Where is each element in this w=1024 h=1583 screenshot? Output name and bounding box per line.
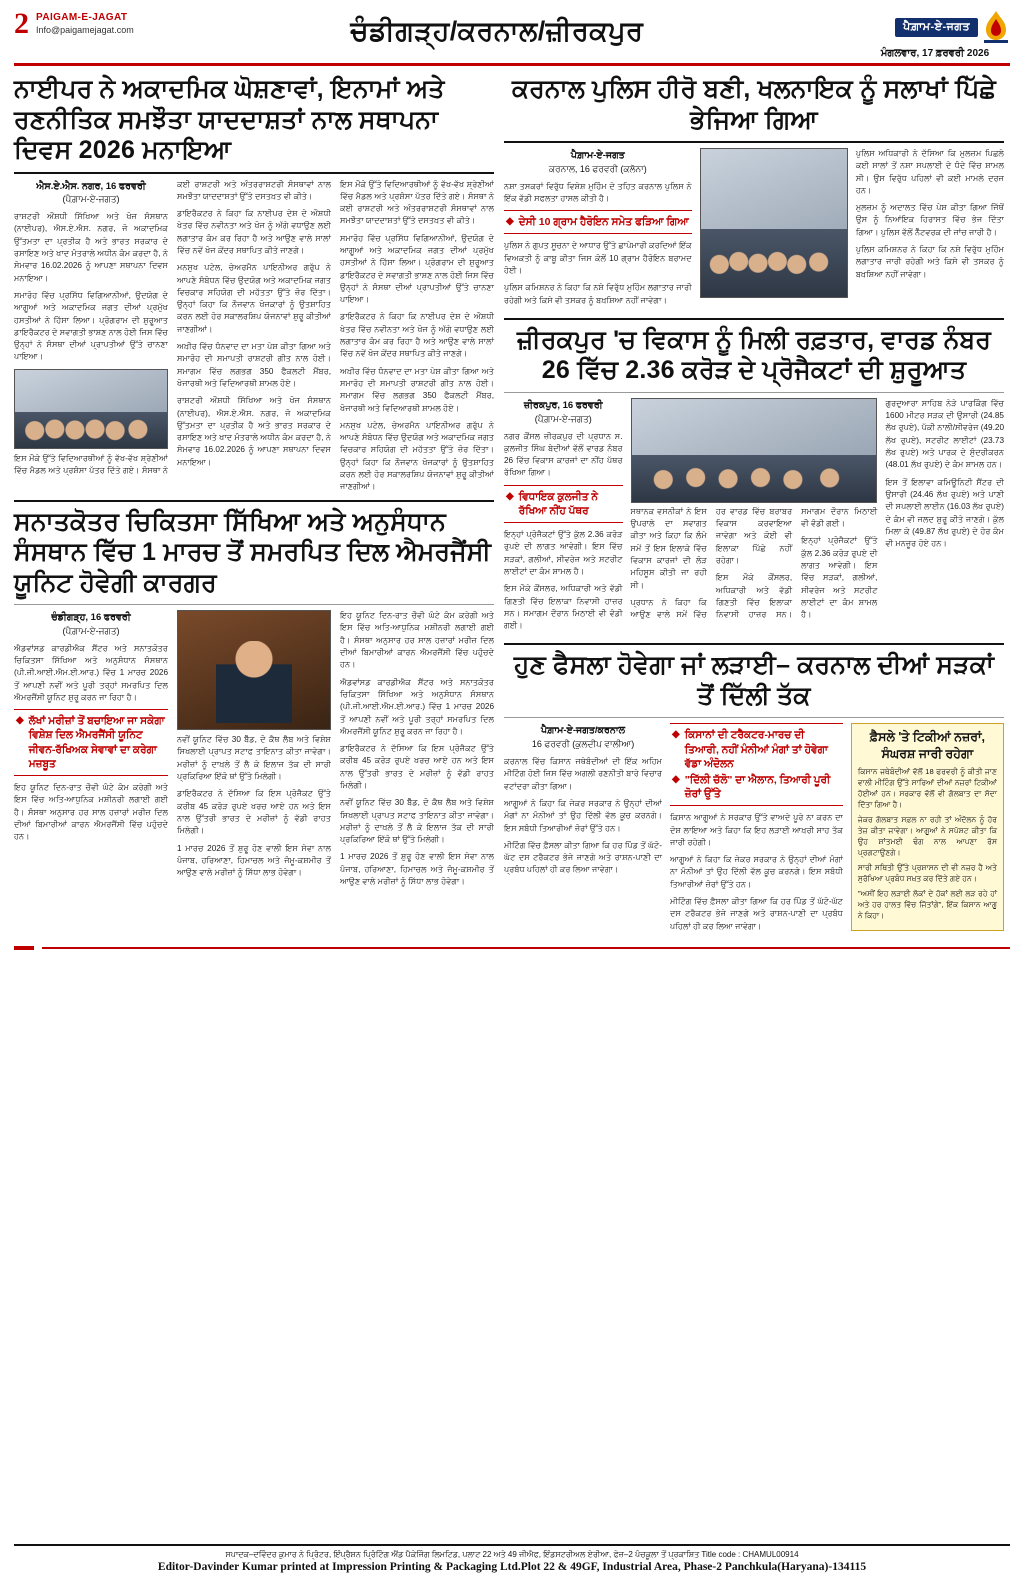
article-paragraph: ਪੁਲਿਸ ਕਮਿਸ਼ਨਰ ਨੇ ਕਿਹਾ ਕਿ ਨਸ਼ੇ ਵਿਰੁੱਧ ਮੁਹਿੰਮ ਲਗਾਤਾਰ ਜਾਰੀ ਰਹੇਗੀ ਅਤੇ ਕਿਸੇ ਵੀ ਤਸਕਰ ਨੂੰ ਬਖ਼ਸ਼ਿਆ ਨਹੀਂ ਜਾਵੇਗਾ।	[504, 283, 692, 305]
article-paragraph: 1 ਮਾਰਚ 2026 ਤੋਂ ਸ਼ੁਰੂ ਹੋਣ ਵਾਲੀ ਇਸ ਸੇਵਾ ਨਾਲ ਪੰਜਾਬ, ਹਰਿਆਣਾ, ਹਿਮਾਚਲ ਅਤੇ ਜੰਮੂ-ਕਸ਼ਮੀਰ ਤੋਂ ਆਉਣ ਵਾਲੇ ਮਰੀਜ਼ਾਂ ਨੂੰ ਸਿੱਧਾ ਲਾਭ ਹੋਵੇਗਾ।	[177, 843, 331, 878]
article-paragraph: ਸਮਾਰੋਹ ਵਿੱਚ ਪ੍ਰਸਿੱਧ ਵਿਗਿਆਨੀਆਂ, ਉਦਯੋਗ ਦੇ ਆਗੂਆਂ ਅਤੇ ਅਕਾਦਮਿਕ ਜਗਤ ਦੀਆਂ ਪ੍ਰਮੁੱਖ ਹਸਤੀਆਂ ਨੇ ਹਿੱਸਾ ਲਿਆ। ਪ੍ਰੋਗਰਾਮ ਦੀ ਸ਼ੁਰੂਆਤ ਡਾਇਰੈਕਟਰ ਦੇ ਸਵਾਗਤੀ ਭਾਸ਼ਣ ਨਾਲ ਹੋਈ ਜਿਸ ਵਿੱਚ ਉਨ੍ਹਾਂ ਨੇ ਸੰਸਥਾ ਦੀਆਂ ਪ੍ਰਾਪਤੀਆਂ ਉੱਤੇ ਚਾਨਣਾ ਪਾਇਆ।	[14, 290, 168, 362]
article-headline: ਜ਼ੀਰਕਪੁਰ 'ਚ ਵਿਕਾਸ ਨੂੰ ਮਿਲੀ ਰਫ਼ਤਾਰ, ਵਾਰਡ ਨੰਬਰ 26 ਵਿੱਚ 2.36 ਕਰੋੜ ਦੇ ਪ੍ਰੋਜੈਕਟਾਂ ਦੀ ਸ਼ੁਰੂਆਤ	[516, 325, 992, 385]
masthead	[14, 7, 1010, 66]
article-paragraph: ਡਾਇਰੈਕਟਰ ਨੇ ਕਿਹਾ ਕਿ ਨਾਈਪਰ ਦੇਸ਼ ਦੇ ਔਸ਼ਧੀ ਖੇਤਰ ਵਿੱਚ ਨਵੀਨਤਾ ਅਤੇ ਖੋਜ ਨੂੰ ਅੱਗੇ ਵਧਾਉਣ ਲਈ ਲਗਾਤਾਰ ਕੰਮ ਕਰ ਰਿਹਾ ਹੈ ਅਤੇ ਆਉਣ ਵਾਲੇ ਸਾਲਾਂ ਵਿੱਚ ਨਵੇਂ ਖੋਜ ਕੇਂਦਰ ਸਥਾਪਿਤ ਕੀਤੇ ਜਾਣਗੇ।	[340, 312, 494, 359]
article-lead: ਨਸ਼ਾ ਤਸਕਰਾਂ ਵਿਰੁੱਧ ਵਿਸ਼ੇਸ਼ ਮੁਹਿੰਮ ਦੇ ਤਹਿਤ ਕਰਨਾਲ ਪੁਲਿਸ ਨੇ ਇੱਕ ਵੱਡੀ ਸਫਲਤਾ ਹਾਸਲ ਕੀਤੀ ਹੈ।	[504, 181, 692, 203]
byline-source: (ਪੈਗ਼ਾਮ-ਏ-ਜਗਤ)	[62, 625, 120, 636]
article-paragraph: ਇਨ੍ਹਾਂ ਪ੍ਰੋਜੈਕਟਾਂ ਉੱਤੇ ਕੁੱਲ 2.36 ਕਰੋੜ ਰੁਪਏ ਦੀ ਲਾਗਤ ਆਵੇਗੀ। ਇਸ ਵਿੱਚ ਸੜਕਾਂ, ਗਲੀਆਂ, ਸੀਵਰੇਜ ਅਤੇ ਸਟਰੀਟ ਲਾਈਟਾਂ ਦਾ ਕੰਮ ਸ਼ਾਮਲ ਹੈ।	[801, 536, 878, 620]
article-paragraph: ਅਖ਼ੀਰ ਵਿੱਚ ਧੰਨਵਾਦ ਦਾ ਮਤਾ ਪੇਸ਼ ਕੀਤਾ ਗਿਆ ਅਤੇ ਸਮਾਰੋਹ ਦੀ ਸਮਾਪਤੀ ਰਾਸ਼ਟਰੀ ਗੀਤ ਨਾਲ ਹੋਈ। ਸਮਾਗਮ ਵਿੱਚ ਲਗਭਗ 350 ਫੈਕਲਟੀ ਮੈਂਬਰ, ਖੋਜਾਰਥੀ ਅਤੇ ਵਿਦਿਆਰਥੀ ਸ਼ਾਮਲ ਹੋਏ।	[177, 342, 331, 388]
article-paragraph: ਮੁਲਜ਼ਮ ਨੂੰ ਅਦਾਲਤ ਵਿੱਚ ਪੇਸ਼ ਕੀਤਾ ਗਿਆ ਜਿੱਥੋਂ ਉਸ ਨੂੰ ਨਿਆਂਇਕ ਹਿਰਾਸਤ ਵਿੱਚ ਭੇਜ ਦਿੱਤਾ ਗਿਆ। ਪੁਲਿਸ ਵੱਲੋਂ ਨੈੱਟਵਰਕ ਦੀ ਜਾਂਚ ਜਾਰੀ ਹੈ।	[855, 203, 1004, 237]
article-paragraph: ਇਹ ਯੂਨਿਟ ਦਿਨ-ਰਾਤ ਚੌਵੀ ਘੰਟੇ ਕੰਮ ਕਰੇਗੀ ਅਤੇ ਇਸ ਵਿੱਚ ਅਤਿ-ਆਧੁਨਿਕ ਮਸ਼ੀਨਰੀ ਲਗਾਈ ਗਈ ਹੈ। ਸੰਸਥਾ ਅਨੁਸਾਰ ਹਰ ਸਾਲ ਹਜ਼ਾਰਾਂ ਮਰੀਜ਼ ਦਿਲ ਦੀਆਂ ਬਿਮਾਰੀਆਂ ਕਾਰਨ ਐਮਰਜੈਂਸੀ ਵਿੱਚ ਪਹੁੰਚਦੇ ਹਨ।	[340, 611, 494, 670]
article-paragraph: ਇਸ ਤੋਂ ਇਲਾਵਾ ਕਮਿਊਨਿਟੀ ਸੈਂਟਰ ਦੀ ਉਸਾਰੀ (24.46 ਲੱਖ ਰੁਪਏ) ਅਤੇ ਪਾਣੀ ਦੀ ਸਪਲਾਈ ਲਾਈਨ (16.03 ਲੱਖ ਰੁਪਏ) ਦੇ ਕੰਮ ਵੀ ਜਲਦ ਸ਼ੁਰੂ ਕੀਤੇ ਜਾਣਗੇ। ਕੁੱਲ ਮਿਲਾ ਕੇ (49.87 ਲੱਖ ਰੁਪਏ) ਦੇ ਹੋਰ ਕੰਮ ਵੀ ਮਨਜ਼ੂਰ ਹੋਏ ਹਨ।	[885, 477, 1004, 549]
article-photo	[631, 398, 878, 503]
article-headline: ਸਨਾਤਕੋਤਰ ਚਿਕਿਤਸਾ ਸਿੱਖਿਆ ਅਤੇ ਅਨੁਸੰਧਾਨ ਸੰਸਥਾਨ ਵਿੱਚ 1 ਮਾਰਚ ਤੋਂ ਸਮਰਪਿਤ ਦਿਲ ਐਮਰਜੈਂਸੀ ਯੂਨਿਟ ਹੋਵੇਗੀ ਕਾਰਗਰ	[14, 507, 492, 597]
article-paragraph: ਮੀਟਿੰਗ ਵਿੱਚ ਫ਼ੈਸਲਾ ਕੀਤਾ ਗਿਆ ਕਿ ਹਰ ਪਿੰਡ ਤੋਂ ਘੱਟੋ-ਘੱਟ ਦਸ ਟਰੈਕਟਰ ਭੇਜੇ ਜਾਣਗੇ ਅਤੇ ਰਾਸ਼ਨ-ਪਾਣੀ ਦਾ ਪ੍ਰਬੰਧ ਪਹਿਲਾਂ ਹੀ ਕਰ ਲਿਆ ਜਾਵੇਗਾ।	[670, 897, 843, 931]
bullet-text: ਕਿਸਾਨਾਂ ਦੀ ਟਰੈਕਟਰ-ਮਾਰਚ ਦੀ ਤਿਆਰੀ, ਨਹੀਂ ਮੰਨੀਆਂ ਮੰਗਾਂ ਤਾਂ ਹੋਵੇਗਾ ਵੱਡਾ ਅੰਦੋਲਨ	[684, 729, 828, 770]
article-paragraph: ਰਾਸ਼ਟਰੀ ਔਸ਼ਧੀ ਸਿੱਖਿਆ ਅਤੇ ਖੋਜ ਸੰਸਥਾਨ (ਨਾਈਪਰ), ਐਸ.ਏ.ਐਸ. ਨਗਰ, ਜੋ ਅਕਾਦਮਿਕ ਉੱਤਮਤਾ ਦਾ ਪ੍ਰਤੀਕ ਹੈ ਅਤੇ ਭਾਰਤ ਸਰਕਾਰ ਦੇ ਰਸਾਇਣ ਅਤੇ ਖਾਦ ਮੰਤਰਾਲੇ ਅਧੀਨ ਕੰਮ ਕਰਦਾ ਹੈ, ਨੇ ਸੋਮਵਾਰ 16.02.2026 ਨੂੰ ਆਪਣਾ ਸਥਾਪਨਾ ਦਿਵਸ ਮਨਾਇਆ।	[177, 396, 331, 467]
byline-place: ਚੰਡੀਗੜ੍ਹ, 16 ਫਰਵਰੀ	[51, 612, 131, 624]
paper-name: PAIGAM-E-JAGAT	[36, 12, 128, 23]
article-paragraph: ਇਸ ਮੌਕੇ ਕੌਂਸਲਰ, ਅਧਿਕਾਰੀ ਅਤੇ ਵੱਡੀ ਗਿਣਤੀ ਵਿੱਚ ਇਲਾਕਾ ਨਿਵਾਸੀ ਹਾਜ਼ਰ ਸਨ। ਸਮਾਗਮ ਦੌਰਾਨ ਮਿਠਾਈ ਵੀ ਵੰਡੀ ਗਈ।	[504, 584, 623, 631]
article-paragraph: ਸਥਾਨਕ ਵਸਨੀਕਾਂ ਨੇ ਇਸ ਉਪਰਾਲੇ ਦਾ ਸਵਾਗਤ ਕੀਤਾ ਅਤੇ ਕਿਹਾ ਕਿ ਲੰਮੇ ਸਮੇਂ ਤੋਂ ਇਸ ਇਲਾਕੇ ਵਿੱਚ ਵਿਕਾਸ ਕਾਰਜਾਂ ਦੀ ਲੋੜ ਮਹਿਸੂਸ ਕੀਤੀ ਜਾ ਰਹੀ ਸੀ।	[630, 506, 707, 590]
continued-section	[14, 946, 1010, 1384]
bullet-item	[16, 714, 166, 771]
article-photo	[700, 148, 848, 298]
continued-tag	[14, 946, 34, 950]
article-paragraph: ਪੁਲਿਸ ਅਧਿਕਾਰੀ ਨੇ ਦੱਸਿਆ ਕਿ ਮੁਲਜ਼ਮ ਪਿਛਲੇ ਕਈ ਸਾਲਾਂ ਤੋਂ ਨਸ਼ਾ ਸਪਲਾਈ ਦੇ ਧੰਦੇ ਵਿੱਚ ਸ਼ਾਮਲ ਸੀ। ਉਸ ਵਿਰੁੱਧ ਪਹਿਲਾਂ ਵੀ ਕਈ ਮਾਮਲੇ ਦਰਜ ਹਨ।	[855, 149, 1004, 195]
article-paragraph: ਅਖ਼ੀਰ ਵਿੱਚ ਧੰਨਵਾਦ ਦਾ ਮਤਾ ਪੇਸ਼ ਕੀਤਾ ਗਿਆ ਅਤੇ ਸਮਾਰੋਹ ਦੀ ਸਮਾਪਤੀ ਰਾਸ਼ਟਰੀ ਗੀਤ ਨਾਲ ਹੋਈ। ਸਮਾਗਮ ਵਿੱਚ ਲਗਭਗ 350 ਫੈਕਲਟੀ ਮੈਂਬਰ, ਖੋਜਾਰਥੀ ਅਤੇ ਵਿਦਿਆਰਥੀ ਸ਼ਾਮਲ ਹੋਏ।	[340, 366, 494, 413]
byline-place: ਕਰਨਾਲ, 16 ਫਰਵਰੀ (ਕਲੋਨਾ)	[548, 163, 647, 174]
highlight-bullets	[14, 709, 168, 776]
bullet-dot-icon: ◆	[16, 715, 24, 727]
article-paragraph: ਸਮਾਰੋਹ ਵਿੱਚ ਪ੍ਰਸਿੱਧ ਵਿਗਿਆਨੀਆਂ, ਉਦਯੋਗ ਦੇ ਆਗੂਆਂ ਅਤੇ ਅਕਾਦਮਿਕ ਜਗਤ ਦੀਆਂ ਪ੍ਰਮੁੱਖ ਹਸਤੀਆਂ ਨੇ ਹਿੱਸਾ ਲਿਆ। ਪ੍ਰੋਗਰਾਮ ਦੀ ਸ਼ੁਰੂਆਤ ਡਾਇਰੈਕਟਰ ਦੇ ਸਵਾਗਤੀ ਭਾਸ਼ਣ ਨਾਲ ਹੋਈ ਜਿਸ ਵਿੱਚ ਉਨ੍ਹਾਂ ਨੇ ਸੰਸਥਾ ਦੀਆਂ ਪ੍ਰਾਪਤੀਆਂ ਉੱਤੇ ਚਾਨਣਾ ਪਾਇਆ।	[340, 233, 494, 305]
bullet-dot-icon: ◆	[672, 773, 680, 785]
sidebar-paragraph: ਕਿਸਾਨ ਜਥੇਬੰਦੀਆਂ ਵੱਲੋਂ 18 ਫਰਵਰੀ ਨੂੰ ਕੀਤੀ ਜਾਣ ਵਾਲੀ ਮੀਟਿੰਗ ਉੱਤੇ ਸਾਰਿਆਂ ਦੀਆਂ ਨਜ਼ਰਾਂ ਟਿਕੀਆਂ ਹੋਈਆਂ ਹਨ। ਸਰਕਾਰ ਵੱਲੋਂ ਵੀ ਗੱਲਬਾਤ ਦਾ ਸੱਦਾ ਦਿੱਤਾ ਗਿਆ ਹੈ।	[857, 766, 998, 809]
article-paragraph: ਕਰਨਾਲ ਵਿੱਚ ਕਿਸਾਨ ਜਥੇਬੰਦੀਆਂ ਦੀ ਇੱਕ ਅਹਿਮ ਮੀਟਿੰਗ ਹੋਈ ਜਿਸ ਵਿੱਚ ਅਗਲੀ ਰਣਨੀਤੀ ਬਾਰੇ ਵਿਚਾਰ ਵਟਾਂਦਰਾ ਕੀਤਾ ਗਿਆ।	[504, 757, 663, 791]
page-footer	[14, 1544, 1010, 1575]
byline-place: ਜ਼ੀਰਕਪੁਰ, 16 ਫਰਵਰੀ	[523, 399, 603, 411]
article-paragraph: ਕਿਸਾਨ ਆਗੂਆਂ ਨੇ ਸਰਕਾਰ ਉੱਤੇ ਵਾਅਦੇ ਪੂਰੇ ਨਾ ਕਰਨ ਦਾ ਦੋਸ਼ ਲਾਇਆ ਅਤੇ ਕਿਹਾ ਕਿ ਇਹ ਲੜਾਈ ਆਖ਼ਰੀ ਸਾਹ ਤੱਕ ਜਾਰੀ ਰਹੇਗੀ।	[670, 813, 843, 847]
footer-line-punjabi: ਸਪਾਦਕ–ਦਵਿੰਦਰ ਕੁਮਾਰ ਨੇ ਪ੍ਰਿੰਟਰ, ਇੰਪ੍ਰੈਸ਼ਨ ਪ੍ਰਿੰਟਿੰਗ ਐਂਡ ਪੈਕੇਜਿੰਗ ਲਿਮਟਿਡ, ਪਲਾਟ 22 ਅਤੇ 49 ਜੀਐਫ, ਇੰਡਸਟਰੀਅਲ ਏਰੀਆ, ਫੇਜ਼–2 ਪੰਚਕੂਲਾ ਤੋਂ ਪ੍ਰਕਾਸ਼ਿਤ Title code : CHAMUL00914	[225, 1549, 799, 1559]
article-paragraph: ਮਨਸੁਖ ਪਟੇਲ, ਚੇਅਰਮੈਨ ਪਾਇਨੀਅਰ ਗਰੁੱਪ ਨੇ ਆਪਣੇ ਸੰਬੋਧਨ ਵਿੱਚ ਉਦਯੋਗ ਅਤੇ ਅਕਾਦਮਿਕ ਜਗਤ ਵਿਚਕਾਰ ਸਹਿਯੋਗ ਦੀ ਮਹੱਤਤਾ ਉੱਤੇ ਜ਼ੋਰ ਦਿੱਤਾ। ਉਨ੍ਹਾਂ ਕਿਹਾ ਕਿ ਨੌਜਵਾਨ ਖੋਜਕਾਰਾਂ ਨੂੰ ਉਤਸ਼ਾਹਿਤ ਕਰਨ ਲਈ ਹੋਰ ਸਕਾਲਰਸ਼ਿਪ ਯੋਜਨਾਵਾਂ ਸ਼ੁਰੂ ਕੀਤੀਆਂ ਜਾਣਗੀਆਂ।	[340, 420, 494, 492]
article-delhi-farmers	[504, 643, 1004, 938]
flame-logo-icon	[982, 10, 1010, 44]
article-paragraph: ਇਨ੍ਹਾਂ ਪ੍ਰੋਜੈਕਟਾਂ ਉੱਤੇ ਕੁੱਲ 2.36 ਕਰੋੜ ਰੁਪਏ ਦੀ ਲਾਗਤ ਆਵੇਗੀ। ਇਸ ਵਿੱਚ ਸੜਕਾਂ, ਗਲੀਆਂ, ਸੀਵਰੇਜ ਅਤੇ ਸਟਰੀਟ ਲਾਈਟਾਂ ਦਾ ਕੰਮ ਸ਼ਾਮਲ ਹੈ।	[504, 530, 623, 576]
bullet-text: "ਦਿੱਲੀ ਚੱਲੋ" ਦਾ ਐਲਾਨ, ਤਿਆਰੀ ਪੂਰੀ ਜ਼ੋਰਾਂ ਉੱਤੇ	[684, 773, 831, 801]
bullet-item	[506, 490, 621, 518]
byline	[504, 150, 692, 177]
article-paragraph: ਡਾਇਰੈਕਟਰ ਨੇ ਦੱਸਿਆ ਕਿ ਇਸ ਪ੍ਰੋਜੈਕਟ ਉੱਤੇ ਕਰੀਬ 45 ਕਰੋੜ ਰੁਪਏ ਖਰਚ ਆਏ ਹਨ ਅਤੇ ਇਸ ਨਾਲ ਉੱਤਰੀ ਭਾਰਤ ਦੇ ਮਰੀਜ਼ਾਂ ਨੂੰ ਵੱਡੀ ਰਾਹਤ ਮਿਲੇਗੀ।	[340, 744, 494, 790]
sidebar-paragraph: ਜੇਕਰ ਗੱਲਬਾਤ ਸਫ਼ਲ ਨਾ ਰਹੀ ਤਾਂ ਅੰਦੋਲਨ ਨੂੰ ਹੋਰ ਤੇਜ਼ ਕੀਤਾ ਜਾਵੇਗਾ। ਆਗੂਆਂ ਨੇ ਸਪੱਸ਼ਟ ਕੀਤਾ ਕਿ ਉਹ ਸ਼ਾਂਤਮਈ ਢੰਗ ਨਾਲ ਆਪਣਾ ਰੋਸ ਪ੍ਰਗਟਾਉਣਗੇ।	[857, 814, 998, 857]
masthead-left	[14, 7, 134, 40]
article-paragraph: ਐਡਵਾਂਸਡ ਕਾਰਡੀਐਕ ਸੈਂਟਰ ਅਤੇ ਸਨਾਤਕੋਤਰ ਚਿਕਿਤਸਾ ਸਿੱਖਿਆ ਅਤੇ ਅਨੁਸੰਧਾਨ ਸੰਸਥਾਨ (ਪੀ.ਜੀ.ਆਈ.ਐਮ.ਈ.ਆਰ.) ਵਿੱਚ 1 ਮਾਰਚ 2026 ਤੋਂ ਆਪਣੀ ਨਵੀਂ ਅਤੇ ਪੂਰੀ ਤਰ੍ਹਾਂ ਸਮਰਪਿਤ ਦਿਲ ਐਮਰਜੈਂਸੀ ਯੂਨਿਟ ਸ਼ੁਰੂ ਕਰਨ ਜਾ ਰਿਹਾ ਹੈ।	[14, 643, 168, 702]
paper-email: Info@paigamejagat.com	[36, 24, 134, 35]
article-karnal-police	[504, 74, 1004, 312]
byline-source: ਪੈਗ਼ਾਮ-ਏ-ਜਗਤ	[570, 150, 625, 161]
masthead-right	[860, 10, 1010, 59]
article-paragraph: ਮਨਸੁਖ ਪਟੇਲ, ਚੇਅਰਮੈਨ ਪਾਇਨੀਅਰ ਗਰੁੱਪ ਨੇ ਆਪਣੇ ਸੰਬੋਧਨ ਵਿੱਚ ਉਦਯੋਗ ਅਤੇ ਅਕਾਦਮਿਕ ਜਗਤ ਵਿਚਕਾਰ ਸਹਿਯੋਗ ਦੀ ਮਹੱਤਤਾ ਉੱਤੇ ਜ਼ੋਰ ਦਿੱਤਾ। ਉਨ੍ਹਾਂ ਕਿਹਾ ਕਿ ਨੌਜਵਾਨ ਖੋਜਕਾਰਾਂ ਨੂੰ ਉਤਸ਼ਾਹਿਤ ਕਰਨ ਲਈ ਹੋਰ ਸਕਾਲਰਸ਼ਿਪ ਯੋਜਨਾਵਾਂ ਸ਼ੁਰੂ ਕੀਤੀਆਂ ਜਾਣਗੀਆਂ।	[177, 263, 331, 334]
byline-source: (ਪੈਗ਼ਾਮ-ਏ-ਜਗਤ)	[534, 413, 592, 424]
logo-text: ਪੈਗ਼ਾਮ-ਏ-ਜਗਤ	[895, 18, 978, 37]
bullet-dot-icon: ◆	[672, 729, 680, 741]
bullet-text: ਦੇਸੀ 10 ਗ੍ਰਾਮ ਹੈਰੋਇਨ ਸਮੇਤ ਫੜਿਆ ਗਿਆ	[518, 216, 689, 229]
issue-date: ਮੰਗਲਵਾਰ, 17 ਫ਼ਰਵਰੀ 2026	[880, 48, 990, 59]
sidebar-box	[851, 723, 1004, 931]
article-paragraph: ਡਾਇਰੈਕਟਰ ਨੇ ਦੱਸਿਆ ਕਿ ਇਸ ਪ੍ਰੋਜੈਕਟ ਉੱਤੇ ਕਰੀਬ 45 ਕਰੋੜ ਰੁਪਏ ਖਰਚ ਆਏ ਹਨ ਅਤੇ ਇਸ ਨਾਲ ਉੱਤਰੀ ਭਾਰਤ ਦੇ ਮਰੀਜ਼ਾਂ ਨੂੰ ਵੱਡੀ ਰਾਹਤ ਮਿਲੇਗੀ।	[177, 789, 331, 836]
sidebar-paragraph: "ਅਸੀਂ ਇਹ ਲੜਾਈ ਲੋਕਾਂ ਦੇ ਹੱਕਾਂ ਲਈ ਲੜ ਰਹੇ ਹਾਂ ਅਤੇ ਹਰ ਹਾਲਤ ਵਿੱਚ ਜਿੱਤਾਂਗੇ", ਇੱਕ ਕਿਸਾਨ ਆਗੂ ਨੇ ਕਿਹਾ।	[857, 888, 998, 920]
footer-line-english: Editor-Davinder Kumar printed at Impression Printing & Packaging Ltd.Plot 22 & 49GF, Industrial Area, Phase-2 Panchkula(Haryana)-134115	[157, 1561, 867, 1574]
highlight-bullets	[504, 485, 623, 523]
article-paragraph: ਡਾਇਰੈਕਟਰ ਨੇ ਕਿਹਾ ਕਿ ਨਾਈਪਰ ਦੇਸ਼ ਦੇ ਔਸ਼ਧੀ ਖੇਤਰ ਵਿੱਚ ਨਵੀਨਤਾ ਅਤੇ ਖੋਜ ਨੂੰ ਅੱਗੇ ਵਧਾਉਣ ਲਈ ਲਗਾਤਾਰ ਕੰਮ ਕਰ ਰਿਹਾ ਹੈ ਅਤੇ ਆਉਣ ਵਾਲੇ ਸਾਲਾਂ ਵਿੱਚ ਨਵੇਂ ਖੋਜ ਕੇਂਦਰ ਸਥਾਪਿਤ ਕੀਤੇ ਜਾਣਗੇ।	[177, 209, 331, 255]
byline	[504, 725, 662, 752]
article-paragraph: ਪੁਲਿਸ ਕਮਿਸ਼ਨਰ ਨੇ ਕਿਹਾ ਕਿ ਨਸ਼ੇ ਵਿਰੁੱਧ ਮੁਹਿੰਮ ਲਗਾਤਾਰ ਜਾਰੀ ਰਹੇਗੀ ਅਤੇ ਕਿਸੇ ਵੀ ਤਸਕਰ ਨੂੰ ਬਖ਼ਸ਼ਿਆ ਨਹੀਂ ਜਾਵੇਗਾ।	[855, 245, 1004, 279]
bullet-text: ਲੱਖਾਂ ਮਰੀਜ਼ਾਂ ਤੋਂ ਬਚਾਇਆ ਜਾ ਸਕੇਗਾ ਵਿਸ਼ੇਸ਼ ਦਿਲ ਐਮਰਜੈਂਸੀ ਯੂਨਿਟ ਜੀਵਨ-ਰੱਖਿਅਕ ਸੇਵਾਵਾਂ ਦਾ ਕਰੇਗਾ ਮਜ਼ਬੂਤ	[28, 715, 165, 770]
byline-place: ਐਸ.ਏ.ਐਸ. ਨਗਰ, 16 ਫਰਵਰੀ	[36, 180, 146, 192]
article-paragraph: ਆਗੂਆਂ ਨੇ ਕਿਹਾ ਕਿ ਜੇਕਰ ਸਰਕਾਰ ਨੇ ਉਨ੍ਹਾਂ ਦੀਆਂ ਮੰਗਾਂ ਨਾ ਮੰਨੀਆਂ ਤਾਂ ਉਹ ਦਿੱਲੀ ਵੱਲ ਕੂਚ ਕਰਨਗੇ। ਇਸ ਸਬੰਧੀ ਤਿਆਰੀਆਂ ਜ਼ੋਰਾਂ ਉੱਤੇ ਹਨ।	[504, 798, 663, 833]
article-paragraph: ਮੀਟਿੰਗ ਵਿੱਚ ਫ਼ੈਸਲਾ ਕੀਤਾ ਗਿਆ ਕਿ ਹਰ ਪਿੰਡ ਤੋਂ ਘੱਟੋ-ਘੱਟ ਦਸ ਟਰੈਕਟਰ ਭੇਜੇ ਜਾਣਗੇ ਅਤੇ ਰਾਸ਼ਨ-ਪਾਣੀ ਦਾ ਪ੍ਰਬੰਧ ਪਹਿਲਾਂ ਹੀ ਕਰ ਲਿਆ ਜਾਵੇਗਾ।	[504, 840, 663, 875]
page-number: 2	[14, 7, 29, 40]
article-paragraph: ਨਵੀਂ ਯੂਨਿਟ ਵਿੱਚ 30 ਬੈੱਡ, ਦੋ ਕੈਥ ਲੈਬ ਅਤੇ ਵਿਸ਼ੇਸ਼ ਸਿਖਲਾਈ ਪ੍ਰਾਪਤ ਸਟਾਫ ਤਾਇਨਾਤ ਕੀਤਾ ਜਾਵੇਗਾ। ਮਰੀਜ਼ਾਂ ਨੂੰ ਦਾਖ਼ਲੇ ਤੋਂ ਲੈ ਕੇ ਇਲਾਜ ਤੱਕ ਦੀ ਸਾਰੀ ਪ੍ਰਕਿਰਿਆ ਇੱਕੋ ਥਾਂ ਉੱਤੇ ਮਿਲੇਗੀ।	[340, 798, 494, 845]
article-paragraph: ਪੁਲਿਸ ਨੇ ਗੁਪਤ ਸੂਚਨਾ ਦੇ ਆਧਾਰ ਉੱਤੇ ਛਾਪੇਮਾਰੀ ਕਰਦਿਆਂ ਇੱਕ ਵਿਅਕਤੀ ਨੂੰ ਕਾਬੂ ਕੀਤਾ ਜਿਸ ਕੋਲੋਂ 10 ਗ੍ਰਾਮ ਹੈਰੋਇਨ ਬਰਾਮਦ ਹੋਈ।	[504, 241, 692, 275]
article-photo	[177, 610, 331, 730]
article-paragraph: ਇਸ ਮੌਕੇ ਉੱਤੇ ਵਿਦਿਆਰਥੀਆਂ ਨੂੰ ਵੱਖ-ਵੱਖ ਸ਼੍ਰੇਣੀਆਂ ਵਿੱਚ ਮੈਡਲ ਅਤੇ ਪ੍ਰਸ਼ੰਸਾ ਪੱਤਰ ਦਿੱਤੇ ਗਏ। ਸੰਸਥਾ ਨੇ ਕਈ ਰਾਸ਼ਟਰੀ ਅਤੇ ਅੰਤਰਰਾਸ਼ਟਰੀ ਸੰਸਥਾਵਾਂ ਨਾਲ ਸਮਝੌਤਾ ਯਾਦਦਾਸ਼ਤਾਂ ਉੱਤੇ ਦਸਤਖ਼ਤ ਵੀ ਕੀਤੇ।	[14, 179, 331, 475]
section-title: ਚੰਡੀਗੜ੍ਹ/ਕਰਨਾਲ/ਜ਼ੀਰਕਪੁਰ	[350, 16, 644, 46]
article-paragraph: ਇਹ ਯੂਨਿਟ ਦਿਨ-ਰਾਤ ਚੌਵੀ ਘੰਟੇ ਕੰਮ ਕਰੇਗੀ ਅਤੇ ਇਸ ਵਿੱਚ ਅਤਿ-ਆਧੁਨਿਕ ਮਸ਼ੀਨਰੀ ਲਗਾਈ ਗਈ ਹੈ। ਸੰਸਥਾ ਅਨੁਸਾਰ ਹਰ ਸਾਲ ਹਜ਼ਾਰਾਂ ਮਰੀਜ਼ ਦਿਲ ਦੀਆਂ ਬਿਮਾਰੀਆਂ ਕਾਰਨ ਐਮਰਜੈਂਸੀ ਵਿੱਚ ਪਹੁੰਚਦੇ ਹਨ।	[14, 782, 168, 842]
bullet-item	[672, 773, 841, 801]
article-photo	[14, 369, 168, 449]
article-paragraph: ਆਗੂਆਂ ਨੇ ਕਿਹਾ ਕਿ ਜੇਕਰ ਸਰਕਾਰ ਨੇ ਉਨ੍ਹਾਂ ਦੀਆਂ ਮੰਗਾਂ ਨਾ ਮੰਨੀਆਂ ਤਾਂ ਉਹ ਦਿੱਲੀ ਵੱਲ ਕੂਚ ਕਰਨਗੇ। ਇਸ ਸਬੰਧੀ ਤਿਆਰੀਆਂ ਜ਼ੋਰਾਂ ਉੱਤੇ ਹਨ।	[670, 855, 843, 889]
article-paragraph: ਰਾਸ਼ਟਰੀ ਔਸ਼ਧੀ ਸਿੱਖਿਆ ਅਤੇ ਖੋਜ ਸੰਸਥਾਨ (ਨਾਈਪਰ), ਐਸ.ਏ.ਐਸ. ਨਗਰ, ਜੋ ਅਕਾਦਮਿਕ ਉੱਤਮਤਾ ਦਾ ਪ੍ਰਤੀਕ ਹੈ ਅਤੇ ਭਾਰਤ ਸਰਕਾਰ ਦੇ ਰਸਾਇਣ ਅਤੇ ਖਾਦ ਮੰਤਰਾਲੇ ਅਧੀਨ ਕੰਮ ਕਰਦਾ ਹੈ, ਨੇ ਸੋਮਵਾਰ 16.02.2026 ਨੂੰ ਆਪਣਾ ਸਥਾਪਨਾ ਦਿਵਸ ਮਨਾਇਆ।	[14, 212, 168, 283]
bullet-dot-icon: ◆	[506, 216, 514, 228]
article-zirakpur	[504, 318, 1004, 638]
article-naiper	[14, 74, 494, 494]
bullet-dot-icon: ◆	[506, 490, 514, 502]
sidebar-title: ਫ਼ੈਸਲੇ 'ਤੇ ਟਿਕੀਆਂ ਨਜ਼ਰਾਂ, ਸੰਘਰਸ਼ ਜਾਰੀ ਰਹੇਗਾ	[869, 730, 985, 761]
bullet-item	[506, 215, 690, 229]
byline-source: ਪੈਗ਼ਾਮ-ਏ-ਜਗਤ/ਕਰਨਾਲ	[541, 725, 625, 737]
byline	[504, 400, 623, 427]
continued-header	[14, 946, 1010, 950]
article-lead: ਨਗਰ ਕੌਂਸਲ ਜ਼ੀਰਕਪੁਰ ਦੀ ਪ੍ਰਧਾਨ ਸ. ਕੁਲਜੀਤ ਸਿੰਘ ਬੇਦੀਆਂ ਵੱਲੋਂ ਵਾਰਡ ਨੰਬਰ 26 ਵਿੱਚ ਵਿਕਾਸ ਕਾਰਜਾਂ ਦਾ ਨੀਂਹ ਪੱਥਰ ਰੱਖਿਆ ਗਿਆ।	[504, 431, 623, 478]
article-headline: ਕਰਨਾਲ ਪੁਲਿਸ ਹੀਰੋ ਬਣੀ, ਖਲਨਾਇਕ ਨੂੰ ਸਲਾਖਾਂ ਪਿੱਛੇ ਭੇਜਿਆ ਗਿਆ	[511, 75, 997, 134]
article-paragraph: ਇਸ ਮੌਕੇ ਉੱਤੇ ਵਿਦਿਆਰਥੀਆਂ ਨੂੰ ਵੱਖ-ਵੱਖ ਸ਼੍ਰੇਣੀਆਂ ਵਿੱਚ ਮੈਡਲ ਅਤੇ ਪ੍ਰਸ਼ੰਸਾ ਪੱਤਰ ਦਿੱਤੇ ਗਏ। ਸੰਸਥਾ ਨੇ ਕਈ ਰਾਸ਼ਟਰੀ ਅਤੇ ਅੰਤਰਰਾਸ਼ਟਰੀ ਸੰਸਥਾਵਾਂ ਨਾਲ ਸਮਝੌਤਾ ਯਾਦਦਾਸ਼ਤਾਂ ਉੱਤੇ ਦਸਤਖ਼ਤ ਵੀ ਕੀਤੇ।	[340, 179, 494, 226]
byline-source: (ਪੈਗ਼ਾਮ-ਏ-ਜਗਤ)	[62, 194, 120, 205]
article-paragraph: ਗੁਰਦੁਆਰਾ ਸਾਹਿਬ ਨੇੜੇ ਪਾਰਕਿੰਗ ਵਿੱਚ 1600 ਮੀਟਰ ਸੜਕ ਦੀ ਉਸਾਰੀ (24.85 ਲੱਖ ਰੁਪਏ), ਪੱਕੀ ਨਾਲੀ/ਸੀਵਰੇਜ (49.20 ਲੱਖ ਰੁਪਏ), ਸਟਰੀਟ ਲਾਈਟਾਂ (23.73 ਲੱਖ ਰੁਪਏ) ਅਤੇ ਪਾਰਕ ਦੇ ਸੁੰਦਰੀਕਰਨ (48.01 ਲੱਖ ਰੁਪਏ) ਦੇ ਕੰਮ ਸ਼ਾਮਲ ਹਨ।	[885, 398, 1004, 470]
highlight-bullets	[670, 723, 843, 806]
bullet-text: ਵਿਧਾਇਕ ਕੁਲਜੀਤ ਨੇ ਰੱਖਿਆ ਨੀਂਹ ਪੱਥਰ	[518, 490, 598, 517]
article-medical	[14, 500, 494, 889]
byline	[14, 181, 168, 208]
article-paragraph: ਨਵੀਂ ਯੂਨਿਟ ਵਿੱਚ 30 ਬੈੱਡ, ਦੋ ਕੈਥ ਲੈਬ ਅਤੇ ਵਿਸ਼ੇਸ਼ ਸਿਖਲਾਈ ਪ੍ਰਾਪਤ ਸਟਾਫ ਤਾਇਨਾਤ ਕੀਤਾ ਜਾਵੇਗਾ। ਮਰੀਜ਼ਾਂ ਨੂੰ ਦਾਖ਼ਲੇ ਤੋਂ ਲੈ ਕੇ ਇਲਾਜ ਤੱਕ ਦੀ ਸਾਰੀ ਪ੍ਰਕਿਰਿਆ ਇੱਕੋ ਥਾਂ ਉੱਤੇ ਮਿਲੇਗੀ।	[177, 735, 331, 782]
divider	[42, 947, 1010, 949]
byline-place: 16 ਫਰਵਰੀ (ਕੁਲਦੀਪ ਵਾਲੀਆ)	[531, 739, 635, 750]
bullet-item	[672, 728, 841, 771]
highlight-bullets	[504, 210, 692, 234]
article-headline: ਨਾਈਪਰ ਨੇ ਅਕਾਦਮਿਕ ਘੋਸ਼ਣਾਵਾਂ, ਇਨਾਮਾਂ ਅਤੇ ਰਣਨੀਤਿਕ ਸਮਝੌਤਾ ਯਾਦਦਾਸ਼ਤਾਂ ਨਾਲ ਸਥਾਪਨਾ ਦਿਵਸ 2026 ਮਨਾਇਆ	[14, 75, 445, 164]
article-paragraph: ਪ੍ਰਧਾਨ ਨੇ ਕਿਹਾ ਕਿ ਆਉਣ ਵਾਲੇ ਸਮੇਂ ਵਿੱਚ ਹਰ ਵਾਰਡ ਵਿੱਚ ਬਰਾਬਰ ਵਿਕਾਸ ਕਰਵਾਇਆ ਜਾਵੇਗਾ ਅਤੇ ਕੋਈ ਵੀ ਇਲਾਕਾ ਪਿੱਛੇ ਨਹੀਂ ਰਹੇਗਾ।	[630, 506, 793, 620]
article-headline: ਹੁਣ ਫੈਸਲਾ ਹੋਵੇਗਾ ਜਾਂ ਲੜਾਈ– ਕਰਨਾਲ ਦੀਆਂ ਸੜਕਾਂ ਤੋਂ ਦਿੱਲੀ ਤੱਕ	[513, 651, 995, 710]
sidebar-paragraph: ਸਾਰੀ ਸਥਿਤੀ ਉੱਤੇ ਪ੍ਰਸ਼ਾਸਨ ਦੀ ਵੀ ਨਜ਼ਰ ਹੈ ਅਤੇ ਸੁਰੱਖਿਆ ਪ੍ਰਬੰਧ ਸਖ਼ਤ ਕਰ ਦਿੱਤੇ ਗਏ ਹਨ।	[857, 862, 998, 883]
article-paragraph: 1 ਮਾਰਚ 2026 ਤੋਂ ਸ਼ੁਰੂ ਹੋਣ ਵਾਲੀ ਇਸ ਸੇਵਾ ਨਾਲ ਪੰਜਾਬ, ਹਰਿਆਣਾ, ਹਿਮਾਚਲ ਅਤੇ ਜੰਮੂ-ਕਸ਼ਮੀਰ ਤੋਂ ਆਉਣ ਵਾਲੇ ਮਰੀਜ਼ਾਂ ਨੂੰ ਸਿੱਧਾ ਲਾਭ ਹੋਵੇਗਾ।	[340, 852, 494, 887]
right-column	[504, 74, 1004, 938]
left-column	[14, 74, 494, 938]
article-paragraph: ਐਡਵਾਂਸਡ ਕਾਰਡੀਐਕ ਸੈਂਟਰ ਅਤੇ ਸਨਾਤਕੋਤਰ ਚਿਕਿਤਸਾ ਸਿੱਖਿਆ ਅਤੇ ਅਨੁਸੰਧਾਨ ਸੰਸਥਾਨ (ਪੀ.ਜੀ.ਆਈ.ਐਮ.ਈ.ਆਰ.) ਵਿੱਚ 1 ਮਾਰਚ 2026 ਤੋਂ ਆਪਣੀ ਨਵੀਂ ਅਤੇ ਪੂਰੀ ਤਰ੍ਹਾਂ ਸਮਰਪਿਤ ਦਿਲ ਐਮਰਜੈਂਸੀ ਯੂਨਿਟ ਸ਼ੁਰੂ ਕਰਨ ਜਾ ਰਿਹਾ ਹੈ।	[340, 677, 494, 736]
page-content	[14, 74, 1010, 938]
article-paragraph: ਇਸ ਮੌਕੇ ਕੌਂਸਲਰ, ਅਧਿਕਾਰੀ ਅਤੇ ਵੱਡੀ ਗਿਣਤੀ ਵਿੱਚ ਇਲਾਕਾ ਨਿਵਾਸੀ ਹਾਜ਼ਰ ਸਨ। ਸਮਾਗਮ ਦੌਰਾਨ ਮਿਠਾਈ ਵੀ ਵੰਡੀ ਗਈ।	[715, 506, 878, 620]
byline	[14, 612, 168, 639]
